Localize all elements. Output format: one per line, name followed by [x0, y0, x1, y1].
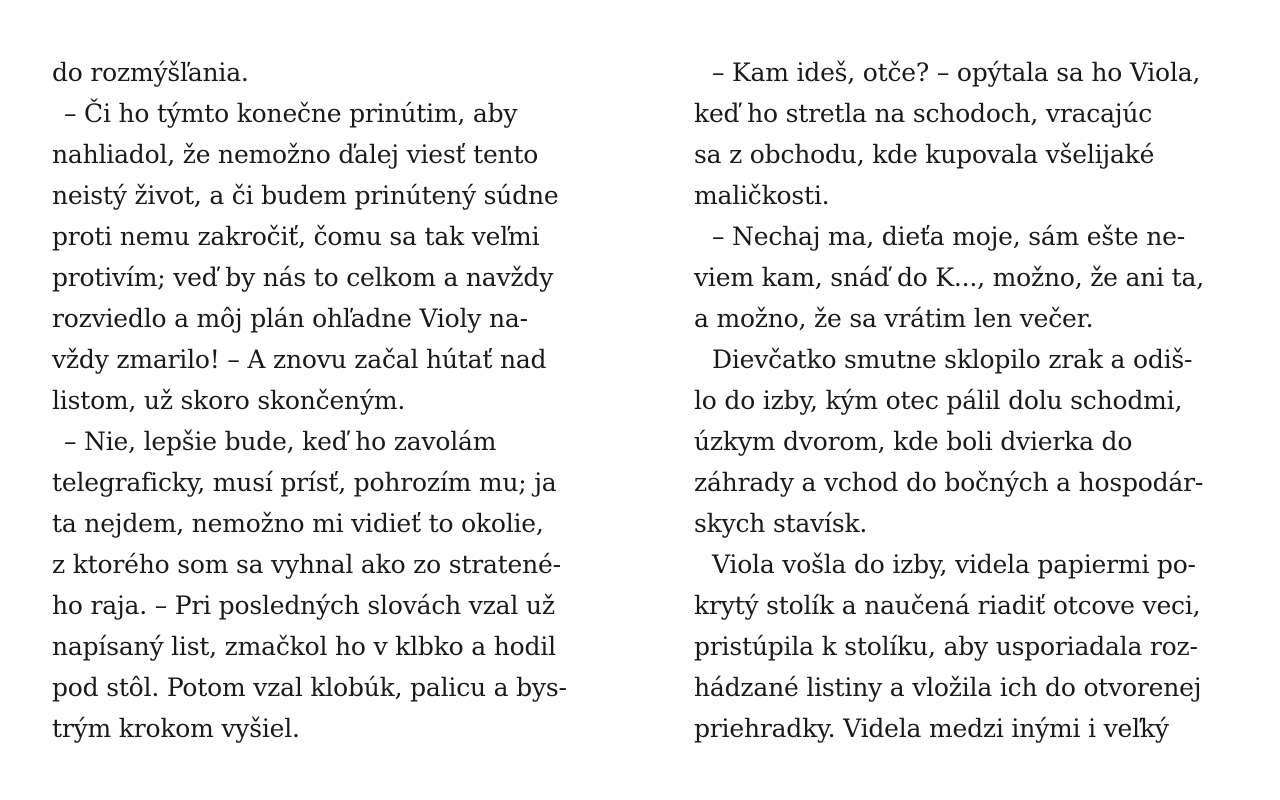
text-line: vždy zmarilo! – A znovu začal hútať nad — [52, 345, 547, 374]
text-line: sa z obchodu, kde kupovala všelijaké — [694, 140, 1155, 169]
text-line: ta nejdem, nemožno mi vidieť to okolie, — [52, 509, 544, 538]
text-line: lo do izby, kým otec pálil dolu schodmi, — [694, 386, 1183, 415]
right-page — [694, 52, 1254, 749]
text-line: napísaný list, zmačkol ho v klbko a hodil — [52, 632, 556, 661]
text-line: Viola vošla do izby, videla papiermi po- — [712, 550, 1196, 579]
text-line: ho raja. – Pri posledných slovách vzal už — [52, 591, 555, 620]
text-line: pod stôl. Potom vzal klobúk, palicu a bys- — [52, 673, 567, 702]
text-line: – Či ho týmto konečne prinútim, aby — [64, 99, 518, 128]
text-line: listom, už skoro skončeným. — [52, 386, 406, 415]
text-line: a možno, že sa vrátim len večer. — [694, 304, 1094, 333]
text-line: skych stavísk. — [694, 509, 868, 538]
text-line: rozviedlo a môj plán ohľadne Violy na- — [52, 304, 528, 333]
text-line: Dievčatko smutne sklopilo zrak a odiš- — [712, 345, 1193, 374]
text-line: – Kam ideš, otče? – opýtala sa ho Viola, — [712, 58, 1201, 87]
left-page — [52, 52, 612, 749]
text-line: telegraficky, musí prísť, pohrozím mu; ja — [52, 468, 557, 497]
text-line: záhrady a vchod do bočných a hospodár- — [694, 468, 1204, 497]
text-line: protivím; veď by nás to celkom a navždy — [52, 263, 554, 292]
text-line: do rozmýšľania. — [52, 58, 249, 87]
text-line: – Nie, lepšie bude, keď ho zavolám — [64, 427, 497, 456]
text-line: – Nechaj ma, dieťa moje, sám ešte ne- — [712, 222, 1185, 251]
text-line: nahliadol, že nemožno ďalej viesť tento — [52, 140, 539, 169]
text-line: keď ho stretla na schodoch, vracajúc — [694, 99, 1153, 128]
text-line: z ktorého som sa vyhnal ako zo stratené- — [52, 550, 561, 579]
text-line: maličkosti. — [694, 181, 830, 210]
text-line: pristúpila k stolíku, aby usporiadala roz- — [694, 632, 1198, 661]
text-line: viem kam, snáď do K..., možno, že ani ta, — [694, 263, 1204, 292]
text-line: neistý život, a či budem prinútený súdne — [52, 181, 559, 210]
text-line: hádzané listiny a vložila ich do otvorenej — [694, 673, 1202, 702]
text-line: trým krokom vyšiel. — [52, 714, 300, 743]
text-line: priehradky. Videla medzi inými i veľký — [694, 714, 1169, 743]
text-line: krytý stolík a naučená riadiť otcove veci, — [694, 591, 1201, 620]
text-line: proti nemu zakročiť, čomu sa tak veľmi — [52, 222, 540, 251]
text-line: úzkym dvorom, kde boli dvierka do — [694, 427, 1133, 456]
